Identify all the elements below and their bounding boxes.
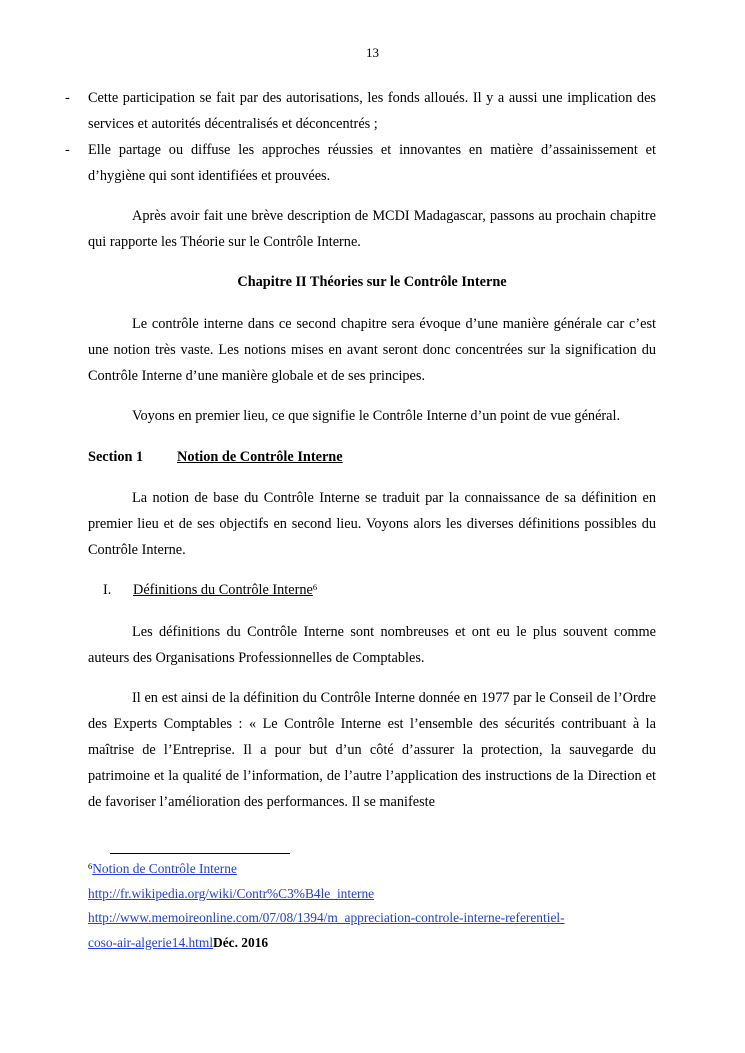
footnote-date: Déc. 2016 [213, 934, 269, 950]
bullet-item [65, 137, 656, 189]
footnote-link-line [88, 882, 656, 907]
memoireonline-link[interactable]: http://www.memoireonline.com/07/08/1394/m_appreciation-controle-interne-referentiel- [88, 910, 565, 925]
section-heading [88, 444, 656, 470]
footnote-marker: 6 [88, 861, 93, 871]
footnote-link-line [88, 906, 656, 931]
memoireonline-link-continued[interactable]: coso-air-algerie14.html [88, 934, 214, 950]
chapter-title: Chapitre II Théories sur le Contrôle Interne [237, 274, 507, 290]
bullet-text: Elle partage ou diffuse les approches réussies et innovantes en matière d’assainissement et d’hygiène qui sont identifiées et prouvées. [88, 142, 656, 184]
paragraph-definitions-intro: Les définitions du Contrôle Interne sont nombreuses et ont eu le plus souvent comme auteurs des Organisations Professionnelles de Comptables. [88, 624, 656, 666]
page-number: 13 [366, 45, 379, 60]
bullet-dash: - [65, 142, 70, 158]
paragraph-section-intro: La notion de base du Contrôle Interne se traduit par la connaissance de sa définition en premier lieu et de ses objectifs en second lieu. Voyons alors les diverses définitions possibles du Contrôle Interne. [88, 490, 656, 558]
footnote-reference[interactable]: 6 [312, 582, 318, 592]
paragraph-ordre-definition: Il en est ainsi de la définition du Contrôle Interne donnée en 1977 par le Conseil de l’Ordre des Experts Comptables : « Le Contrôle Interne est l’ensemble des sécurités contribuant à la maîtrise de l’Entreprise. Il a pour but d’un côté d’assurer la protection, la sauvegarde du patrimoine et la qualité de l’information, de l’autre l’application des instructions de la Direction et de favoriser l’amélioration des performances. Il se manifeste [88, 690, 656, 810]
section-number: Section 1 [88, 449, 144, 465]
bullet-item [65, 85, 656, 137]
subsection-heading [103, 577, 643, 603]
footnote-block [88, 857, 656, 955]
footnote-link-line [88, 931, 656, 956]
subsection-number: I. [103, 582, 112, 598]
subsection-title: Définitions du Contrôle Interne [133, 582, 313, 598]
bullet-text: Cette participation se fait par des autorisations, les fonds alloués. Il y a aussi une implication des services et autorités décentralisés et déconcentrés ; [88, 90, 656, 132]
section-title: Notion de Contrôle Interne [177, 449, 343, 465]
footnote-title-link[interactable]: Notion de Contrôle Interne [92, 861, 237, 876]
footnote-separator [110, 853, 290, 854]
footnote-title-line [88, 857, 656, 882]
bullet-dash: - [65, 90, 70, 106]
paragraph-chapter-intro: Le contrôle interne dans ce second chapitre sera évoque d’une manière générale car c’est une notion très vaste. Les notions mises en avant seront donc concentrées sur la signification du Contrôle Interne d’une manière globale et de ses principes. [88, 316, 656, 384]
wikipedia-link[interactable]: http://fr.wikipedia.org/wiki/Contr%C3%B4le_interne [88, 885, 375, 901]
paragraph-first-place: Voyons en premier lieu, ce que signifie le Contrôle Interne d’un point de vue général. [132, 408, 621, 424]
paragraph-transition: Après avoir fait une brève description de MCDI Madagascar, passons au prochain chapitre qui rapporte les Théorie sur le Contrôle Interne. [88, 208, 656, 250]
